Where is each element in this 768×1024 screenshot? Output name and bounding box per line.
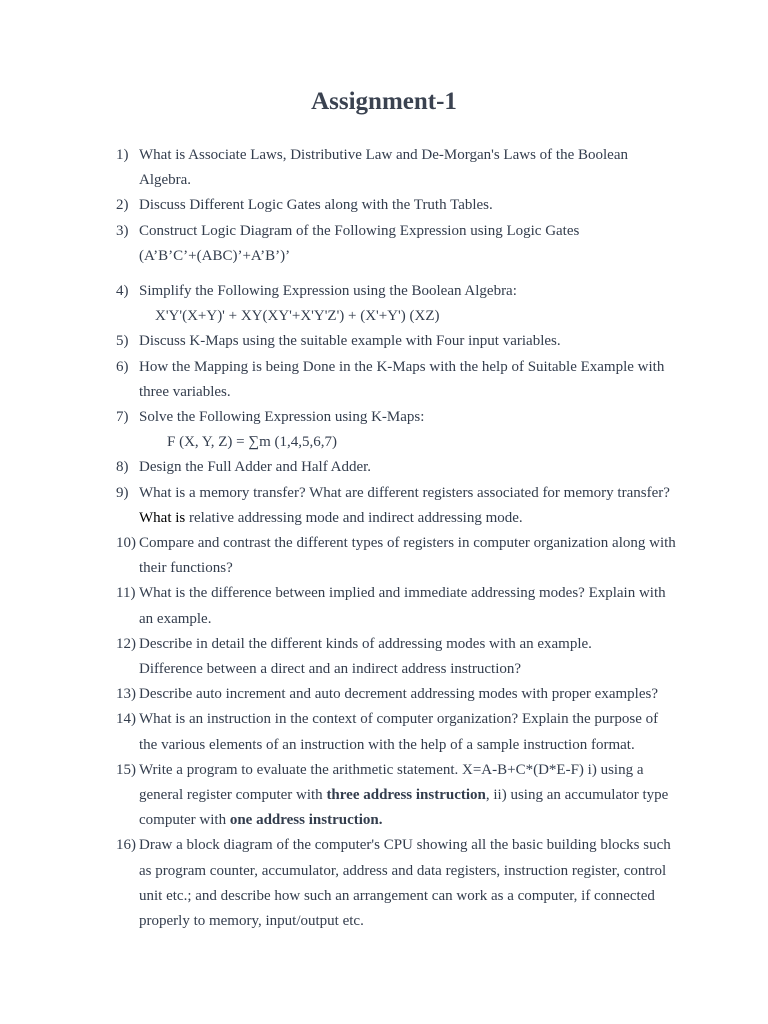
item-text: , ii) using an accumulator type computer with: [139, 787, 669, 829]
item-text: Discuss Different Logic Gates along with the Truth Tables.: [139, 197, 493, 214]
item-text: Compare and contrast the different types of registers in computer organization along with their functions?: [139, 535, 676, 577]
item-number: 3): [116, 222, 129, 239]
item-number: 12): [116, 635, 136, 652]
item-number: 15): [116, 761, 136, 778]
list-item: [116, 279, 676, 329]
list-item: [116, 219, 676, 269]
item-text: Describe in detail the different kinds of addressing modes with an example.: [139, 635, 592, 652]
item-number: 2): [116, 197, 129, 214]
list-item: [116, 355, 676, 405]
item-expression: F (X, Y, Z) = ∑m (1,4,5,6,7): [167, 434, 337, 451]
item-text: How the Mapping is being Done in the K-Maps with the help of Suitable Example with three variables.: [139, 358, 665, 400]
item-number: 9): [116, 484, 129, 501]
list-item: [116, 329, 676, 354]
item-text: relative addressing mode and indirect addressing mode.: [185, 509, 523, 526]
item-number: 14): [116, 711, 136, 728]
list-item: [116, 707, 676, 757]
item-number: 13): [116, 686, 136, 703]
item-text-bold: one address instruction.: [229, 812, 383, 829]
item-number: 11): [116, 585, 136, 602]
question-list: [116, 143, 676, 934]
item-text: Solve the Following Expression using K-Maps:: [139, 409, 425, 426]
page-title: Assignment-1: [311, 88, 457, 115]
item-text: What is an instruction in the context of computer organization? Explain the purpose of the various elements of an instruction with the help of a sample instruction format.: [139, 711, 659, 753]
item-text-line2: Difference between a direct and an indirect address instruction?: [139, 661, 522, 678]
list-item: [116, 531, 676, 581]
item-number: 16): [116, 837, 136, 854]
item-number: 5): [116, 333, 129, 350]
item-text: Write a program to evaluate the arithmetic statement. X=A-B+C*(D*E-F) i) using a general register computer with: [139, 761, 644, 804]
item-text: Simplify the Following Expression using the Boolean Algebra:: [139, 283, 517, 300]
item-number: 8): [116, 459, 129, 476]
list-item: [116, 193, 676, 218]
item-text-bold: three address instruction: [326, 787, 486, 804]
list-item: [116, 758, 676, 834]
item-text: What is the difference between implied and immediate addressing modes? Explain with an example.: [139, 585, 666, 627]
list-item: [116, 682, 676, 707]
item-text: Construct Logic Diagram of the Following Expression using Logic Gates: [139, 222, 580, 239]
item-text: Design the Full Adder and Half Adder.: [139, 459, 372, 476]
list-item: [116, 143, 676, 193]
item-text: What is Associate Laws, Distributive Law and De-Morgan's Laws of the Boolean Algebra.: [139, 147, 628, 189]
item-number: 4): [116, 283, 129, 300]
list-item: [116, 455, 676, 480]
list-item: [116, 581, 676, 631]
list-item: [116, 405, 676, 455]
item-number: 10): [116, 535, 136, 552]
item-text: What is a memory transfer? What are different registers associated for memory transfer?: [139, 484, 670, 501]
list-item: [116, 632, 676, 682]
item-text: Draw a block diagram of the computer's CPU showing all the basic building blocks such as program counter, accumulator, address and data registers, instruction register, control unit etc.; and describe how such an arrangement can work as a computer, if connected properly to memory, input/output etc.: [139, 837, 671, 930]
item-expression: X'Y'(X+Y)' + XY(XY'+X'Y'Z') + (X'+Y') (XZ): [155, 308, 440, 325]
item-number: 1): [116, 147, 129, 163]
list-item: [116, 481, 676, 531]
item-number: 6): [116, 358, 129, 375]
item-text-dark: What is: [139, 509, 186, 526]
item-text: Discuss K-Maps using the suitable example with Four input variables.: [139, 333, 561, 350]
item-expression: (A’B’C’+(ABC)’+A’B’)’: [139, 247, 291, 264]
item-number: 7): [116, 409, 129, 426]
list-item: [116, 833, 676, 934]
item-text: Describe auto increment and auto decrement addressing modes with proper examples?: [139, 686, 658, 703]
